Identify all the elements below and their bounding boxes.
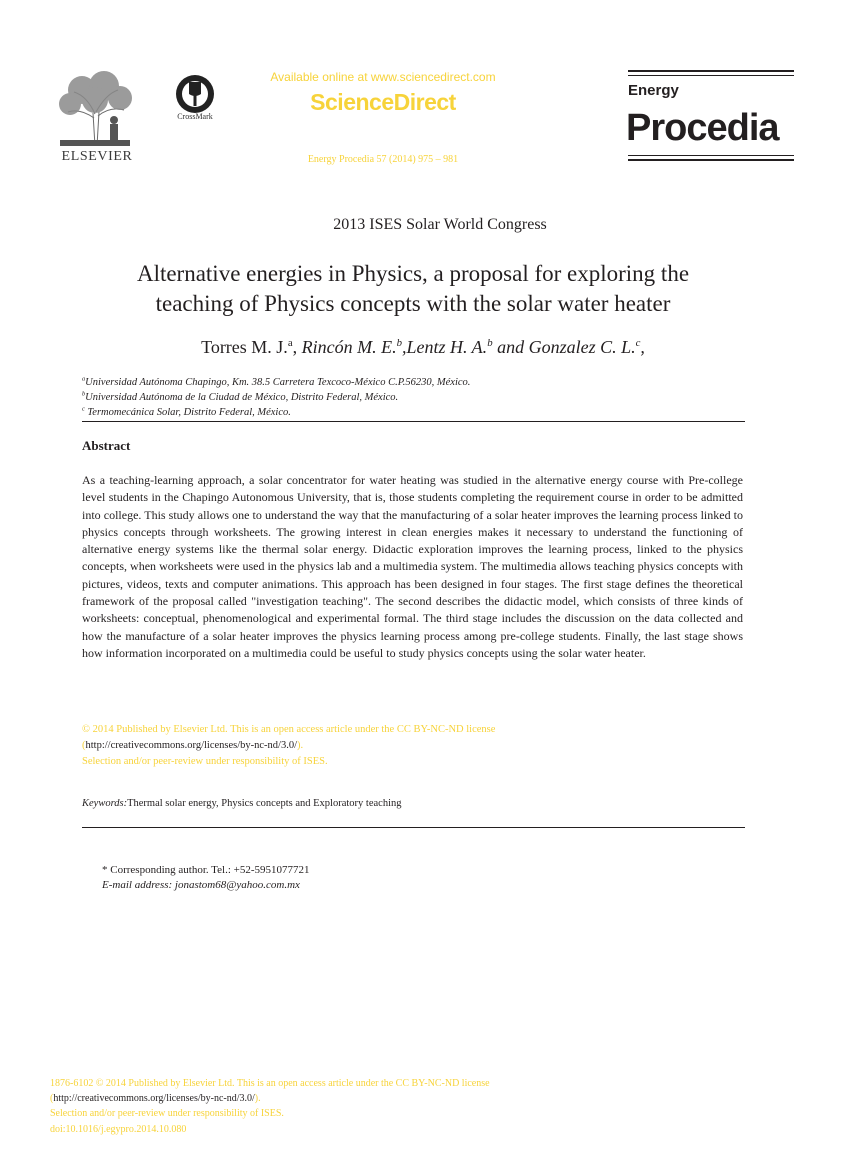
license-paren: ( <box>82 740 86 751</box>
author-name: Gonzalez C. L. <box>528 337 636 357</box>
paper-title-line: teaching of Physics concepts with the solar water heater <box>155 291 671 316</box>
author-separator: , <box>402 337 407 357</box>
author-name: Torres M. J. <box>201 337 288 357</box>
corresponding-author: * Corresponding author. Tel.: +52-5951077721 <box>102 864 310 876</box>
journal-logo-rule <box>628 155 794 156</box>
elsevier-tree-logo <box>52 68 138 148</box>
affiliation-mark: b <box>82 390 86 398</box>
peer-review-statement: Selection and/or peer-review under responsibility of ISES. <box>82 756 328 767</box>
journal-logo-big: Procedia <box>626 107 779 149</box>
crossmark-label: CrossMark <box>177 112 213 121</box>
affiliation-text: Universidad Autónoma de la Ciudad de México, Distrito Federal, México. <box>85 392 399 403</box>
keywords-text: Thermal solar energy, Physics concepts and Exploratory teaching <box>127 798 402 809</box>
author-name: Rincón M. E. <box>301 337 397 357</box>
available-online-link[interactable]: Available online at www.sciencedirect.com <box>270 70 496 84</box>
author-separator: , <box>640 337 645 357</box>
paper-title <box>70 259 756 319</box>
sciencedirect-logo: ScienceDirect <box>310 89 456 115</box>
affiliation <box>82 392 398 403</box>
footer-paren: ( <box>50 1093 54 1104</box>
footer-doi[interactable]: doi:10.1016/j.egypro.2014.10.080 <box>50 1124 187 1135</box>
author-name: Lentz H. A. <box>406 337 488 357</box>
corresponding-email[interactable]: E-mail address: jonastom68@yahoo.com.mx <box>102 879 300 891</box>
affiliation-mark: a <box>82 375 86 383</box>
footer-paren: ). <box>254 1093 261 1104</box>
license-url-line <box>82 740 303 751</box>
publisher-name: ELSEVIER <box>61 149 133 164</box>
affiliation-text: Termomecánica Solar, Distrito Federal, México. <box>84 407 291 418</box>
footer-url-line <box>50 1093 261 1104</box>
journal-logo-rule <box>628 159 794 161</box>
affiliation <box>82 377 470 388</box>
footer-license-link[interactable]: http://creativecommons.org/licenses/by-nc-nd/3.0/ <box>53 1093 255 1104</box>
abstract-heading: Abstract <box>82 438 131 453</box>
affiliation-mark: c <box>82 405 85 413</box>
abstract-text: As a teaching-learning approach, a solar concentrator for water heating was studied in the alternative energy course with Pre-college level students in the Chapingo Autonomous University, that is, those students completing the requirement course in order to be admitted into college. This study allows one to understand the way that the manufacturing of a solar heater improves the learning process linked to physics concepts through worksheets. The growing interest in clean energies makes it necessary to understand the functioning of alternative energy systems like the thermal solar energy. Didactic exploration improves the learning process, linked to the physics concepts, when worksheets were used in the physics lab and a multimedia system. The multimedia allows teaching physics concepts with pictures, videos, texts and computer animations. This approach has been designed in four stages. The first stage defines the theoretical framework of the proposal called "investigation teaching". The second describes the didactic model, which consists of three kinds of worksheets: conceptual, phenomenological and experimental formal. The third stage includes the discussion on the data collected and how the manufacture of a solar heater improves the physics learning process among pre-college students. Finally, the last stage shows how information incorporated on a multimedia could be useful to study physics concepts using the solar water heater. <box>82 473 743 660</box>
journal-logo-small: Energy <box>628 82 679 99</box>
footer-issn: 1876-6102 © 2014 Published by Elsevier Ltd. This is an open access article under the CC BY-NC-ND license <box>50 1078 490 1089</box>
journal-reference: Energy Procedia 57 (2014) 975 – 981 <box>307 154 459 165</box>
paper-title-line: Alternative energies in Physics, a proposal for exploring the <box>136 261 690 286</box>
license-paren: ). <box>297 740 304 751</box>
license-statement: © 2014 Published by Elsevier Ltd. This is an open access article under the CC BY-NC-ND license <box>82 724 496 735</box>
license-link[interactable]: http://creativecommons.org/licenses/by-nc-nd/3.0/ <box>85 740 298 751</box>
author-list <box>60 337 786 358</box>
author-affiliation-mark: a <box>287 337 293 349</box>
author-affiliation-mark: c <box>635 337 641 349</box>
keywords <box>82 798 401 809</box>
conference-name: 2013 ISES Solar World Congress <box>333 216 547 233</box>
author-separator: and <box>492 337 529 357</box>
journal-logo-rule <box>628 75 794 76</box>
author-separator: , <box>292 337 302 357</box>
journal-logo-rule <box>628 70 794 72</box>
author-affiliation-mark: b <box>396 337 402 349</box>
affiliation <box>82 407 291 418</box>
affiliation-text: Universidad Autónoma Chapingo, Km. 38.5 Carretera Texcoco-México C.P.56230, México. <box>85 377 471 388</box>
section-divider <box>82 421 745 422</box>
footer-review: Selection and/or peer-review under responsibility of ISES. <box>50 1108 284 1119</box>
author-affiliation-mark: b <box>487 337 493 349</box>
section-divider <box>82 827 745 828</box>
keywords-label: Keywords: <box>82 798 128 809</box>
